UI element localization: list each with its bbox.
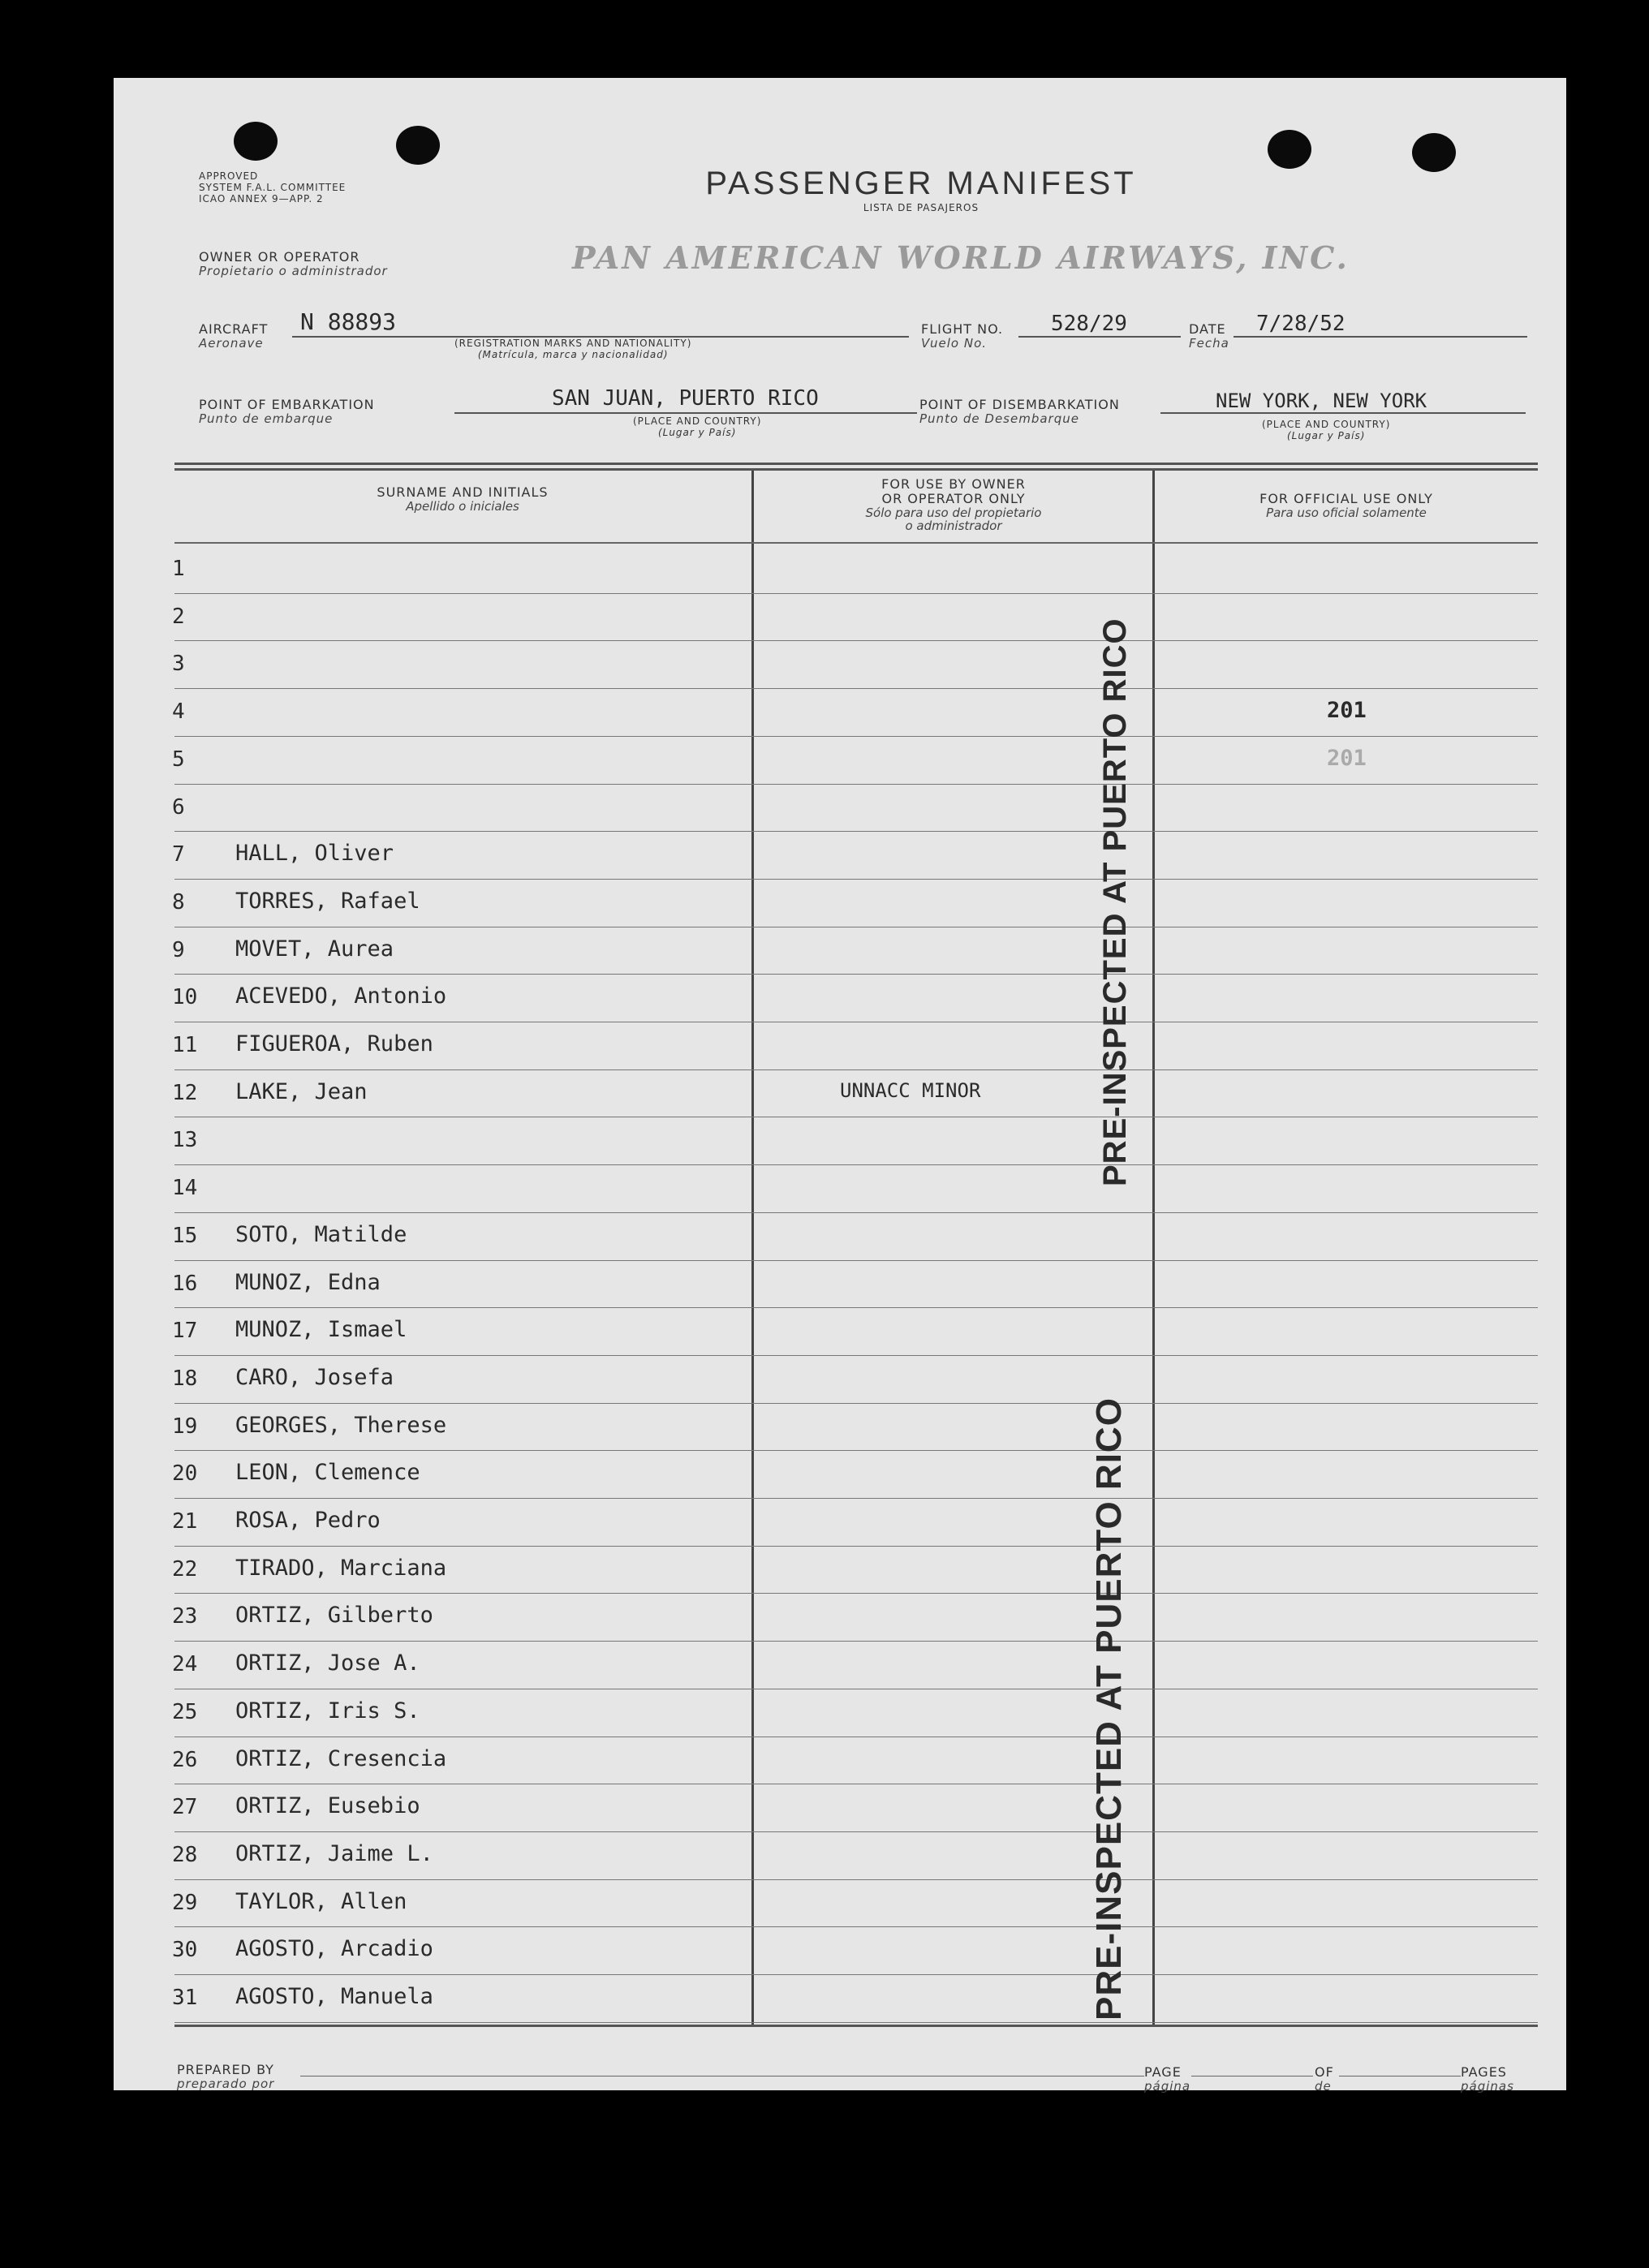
passenger-name: ROSA, Pedro	[235, 1508, 381, 1533]
row-number: 30	[172, 1938, 198, 1962]
embark-label-es: Punto de embarque	[199, 411, 334, 426]
flight-value: 528/29	[1051, 312, 1127, 336]
row-rule	[174, 974, 1538, 975]
col-header-official-es: Para uso oficial solamente	[1266, 506, 1427, 520]
row-rule	[174, 879, 1538, 880]
passenger-name: SOTO, Matilde	[235, 1222, 407, 1247]
col-header-official	[1156, 492, 1537, 519]
disembark-line	[1160, 412, 1526, 414]
row-rule	[174, 1546, 1538, 1547]
row-number: 22	[172, 1557, 198, 1582]
passenger-name: TAYLOR, Allen	[235, 1889, 407, 1914]
col-header-owner-line2: OR OPERATOR ONLY	[881, 491, 1026, 506]
disembark-label	[919, 398, 1120, 425]
owner-label	[199, 250, 388, 278]
date-label-text: DATE	[1189, 321, 1226, 337]
col-header-official-text: FOR OFFICIAL USE ONLY	[1259, 491, 1433, 506]
passenger-name: FIGUEROA, Ruben	[235, 1031, 433, 1057]
passenger-name: ACEVEDO, Antonio	[235, 983, 447, 1009]
row-rule	[174, 1926, 1538, 1927]
date-value: 7/28/52	[1256, 312, 1345, 336]
row-number: 14	[172, 1176, 198, 1200]
passenger-name: ORTIZ, Cresencia	[235, 1746, 447, 1771]
row-number: 5	[172, 747, 185, 772]
approval-line-1: APPROVED	[199, 170, 259, 182]
row-rule	[174, 1831, 1538, 1832]
aircraft-label-es: Aeronave	[199, 336, 264, 351]
row-rule	[174, 1355, 1538, 1356]
row-rule	[174, 1164, 1538, 1165]
registration-note	[454, 338, 691, 360]
column-divider-2	[1152, 471, 1155, 2025]
row-number: 10	[172, 985, 198, 1009]
of-label-es: de	[1315, 2079, 1332, 2094]
row-number: 26	[172, 1748, 198, 1772]
row-rule	[174, 1403, 1538, 1404]
row-number: 29	[172, 1891, 198, 1915]
punch-hole-3	[1268, 130, 1311, 169]
row-rule	[174, 1641, 1538, 1642]
row-number: 12	[172, 1081, 198, 1105]
pages-label	[1461, 2065, 1514, 2093]
passenger-name: LEON, Clemence	[235, 1460, 420, 1485]
passenger-name: ORTIZ, Jaime L.	[235, 1841, 433, 1866]
col-header-rule	[174, 542, 1538, 544]
embark-line	[454, 412, 917, 414]
disembark-label-es: Punto de Desembarque	[919, 411, 1079, 426]
embark-value: SAN JUAN, PUERTO RICO	[552, 386, 819, 411]
approval-line-3: ICAO ANNEX 9—APP. 2	[199, 193, 324, 204]
page-label	[1144, 2065, 1190, 2093]
row-number: 23	[172, 1604, 198, 1629]
disembark-place-note	[1262, 419, 1390, 441]
row-rule	[174, 1450, 1538, 1451]
row-rule	[174, 640, 1538, 641]
pages-label-es: páginas	[1461, 2079, 1514, 2094]
flight-label-text: FLIGHT NO.	[921, 321, 1004, 337]
passenger-name: AGOSTO, Manuela	[235, 1984, 433, 2009]
row-rule	[174, 1307, 1538, 1308]
owner-label-text: OWNER OR OPERATOR	[199, 249, 360, 265]
col-header-owner-es2: o administrador	[905, 519, 1002, 533]
embark-place-note-text: (PLACE AND COUNTRY)	[633, 415, 762, 427]
pre-inspected-stamp-2: PRE-INSPECTED AT PUERTO RICO	[1089, 1397, 1129, 2021]
col-header-owner-es1: Sólo para uso del propietario	[865, 506, 1042, 520]
registration-note-text: (REGISTRATION MARKS AND NATIONALITY)	[454, 338, 692, 349]
row-rule	[174, 688, 1538, 689]
passenger-name: GEORGES, Therese	[235, 1413, 447, 1438]
row-number: 8	[172, 890, 185, 915]
row-rule	[174, 1069, 1538, 1070]
row-number: 20	[172, 1461, 198, 1486]
row-number: 18	[172, 1366, 198, 1391]
embark-place-note-es: (Lugar y País)	[657, 427, 737, 438]
row-number: 16	[172, 1272, 198, 1296]
row-number: 24	[172, 1652, 198, 1676]
col-header-surname	[174, 485, 751, 513]
passenger-name: ORTIZ, Iris S.	[235, 1698, 420, 1724]
passenger-name: MUNOZ, Ismael	[235, 1317, 407, 1342]
row-number: 13	[172, 1128, 198, 1152]
passenger-name: CARO, Josefa	[235, 1365, 394, 1390]
page-label-text: PAGE	[1144, 2064, 1182, 2080]
row-number: 3	[172, 652, 185, 676]
row-rule	[174, 1593, 1538, 1594]
col-header-surname-es: Apellido o iniciales	[406, 499, 519, 514]
table-bottom-rule	[174, 2025, 1538, 2027]
row-rule	[174, 1212, 1538, 1213]
row-rule	[174, 831, 1538, 832]
column-divider-1	[751, 471, 754, 2025]
punch-hole-4	[1412, 133, 1456, 172]
punch-hole-2	[396, 126, 440, 165]
embark-label	[199, 398, 375, 425]
col-header-owner	[755, 477, 1152, 532]
passenger-name: ORTIZ, Jose A.	[235, 1650, 420, 1676]
disembark-label-text: POINT OF DISEMBARKATION	[919, 397, 1120, 412]
row-rule	[174, 1879, 1538, 1880]
owner-label-es: Propietario o administrador	[199, 264, 388, 278]
disembark-value: NEW YORK, NEW YORK	[1216, 389, 1427, 412]
date-line	[1234, 336, 1527, 338]
of-label-text: OF	[1315, 2064, 1334, 2080]
page-title-es: LISTA DE PASAJEROS	[863, 202, 979, 213]
embark-place-note	[633, 415, 761, 438]
row-number: 2	[172, 605, 185, 629]
official-entry: 201	[1327, 746, 1367, 771]
date-label	[1189, 322, 1229, 350]
header-separator-2	[174, 468, 1538, 471]
passenger-name: MOVET, Aurea	[235, 936, 394, 962]
embark-label-text: POINT OF EMBARKATION	[199, 397, 375, 412]
prepared-by-text: PREPARED BY	[177, 2062, 274, 2077]
owner-remark: UNNACC MINOR	[840, 1079, 981, 1102]
row-rule	[174, 1260, 1538, 1261]
row-number: 28	[172, 1843, 198, 1867]
passenger-name: TIRADO, Marciana	[235, 1556, 447, 1581]
header-separator-1	[174, 463, 1538, 465]
title-block	[568, 166, 1274, 213]
row-rule	[174, 593, 1538, 594]
approval-line-2: SYSTEM F.A.L. COMMITTEE	[199, 182, 347, 193]
col-header-surname-text: SURNAME AND INITIALS	[377, 484, 549, 500]
passenger-name: HALL, Oliver	[235, 841, 394, 866]
flight-line	[1018, 336, 1181, 338]
row-number: 4	[172, 699, 185, 724]
official-entry: 201	[1327, 698, 1367, 723]
flight-label	[921, 322, 1003, 350]
aircraft-label	[199, 322, 268, 350]
pages-label-text: PAGES	[1461, 2064, 1507, 2080]
disembark-place-note-es: (Lugar y País)	[1286, 430, 1366, 441]
aircraft-label-text: AIRCRAFT	[199, 321, 269, 337]
row-number: 31	[172, 1986, 198, 2010]
passenger-name: LAKE, Jean	[235, 1079, 368, 1104]
pre-inspected-stamp-1: PRE-INSPECTED AT PUERTO RICO	[1097, 618, 1133, 1186]
row-number: 9	[172, 938, 185, 962]
of-label	[1315, 2065, 1334, 2093]
row-number: 6	[172, 795, 185, 820]
aircraft-value: N 88893	[300, 308, 397, 335]
row-rule	[174, 784, 1538, 785]
registration-note-es: (Matrícula, marca y nacionalidad)	[477, 349, 669, 360]
row-number: 27	[172, 1795, 198, 1819]
passenger-name: AGOSTO, Arcadio	[235, 1936, 433, 1961]
passenger-name: ORTIZ, Gilberto	[235, 1603, 433, 1628]
row-number: 15	[172, 1224, 198, 1248]
page-title: PASSENGER MANIFEST	[705, 166, 1137, 201]
passenger-name: ORTIZ, Eusebio	[235, 1793, 420, 1818]
passenger-name: MUNOZ, Edna	[235, 1270, 381, 1295]
passenger-name: TORRES, Rafael	[235, 889, 420, 914]
punch-hole-1	[234, 122, 278, 161]
row-rule	[174, 2022, 1538, 2023]
carrier-name: PAN AMERICAN WORLD AIRWAYS, INC.	[572, 239, 1350, 276]
row-number: 17	[172, 1319, 198, 1343]
row-number: 11	[172, 1033, 198, 1057]
row-rule	[174, 1974, 1538, 1975]
page-label-es: página	[1144, 2079, 1191, 2094]
row-rule	[174, 1498, 1538, 1499]
prepared-by-es: preparado por	[177, 2076, 275, 2091]
col-header-owner-line1: FOR USE BY OWNER	[881, 476, 1026, 492]
row-number: 19	[172, 1414, 198, 1439]
row-number: 21	[172, 1509, 198, 1534]
row-number: 7	[172, 842, 185, 867]
date-label-es: Fecha	[1189, 336, 1229, 351]
row-number: 1	[172, 557, 185, 581]
flight-label-es: Vuelo No.	[921, 336, 988, 351]
disembark-place-note-text: (PLACE AND COUNTRY)	[1262, 419, 1391, 430]
prepared-by	[177, 2063, 274, 2090]
approval-block	[199, 170, 346, 204]
row-number: 25	[172, 1700, 198, 1724]
row-rule	[174, 736, 1538, 737]
